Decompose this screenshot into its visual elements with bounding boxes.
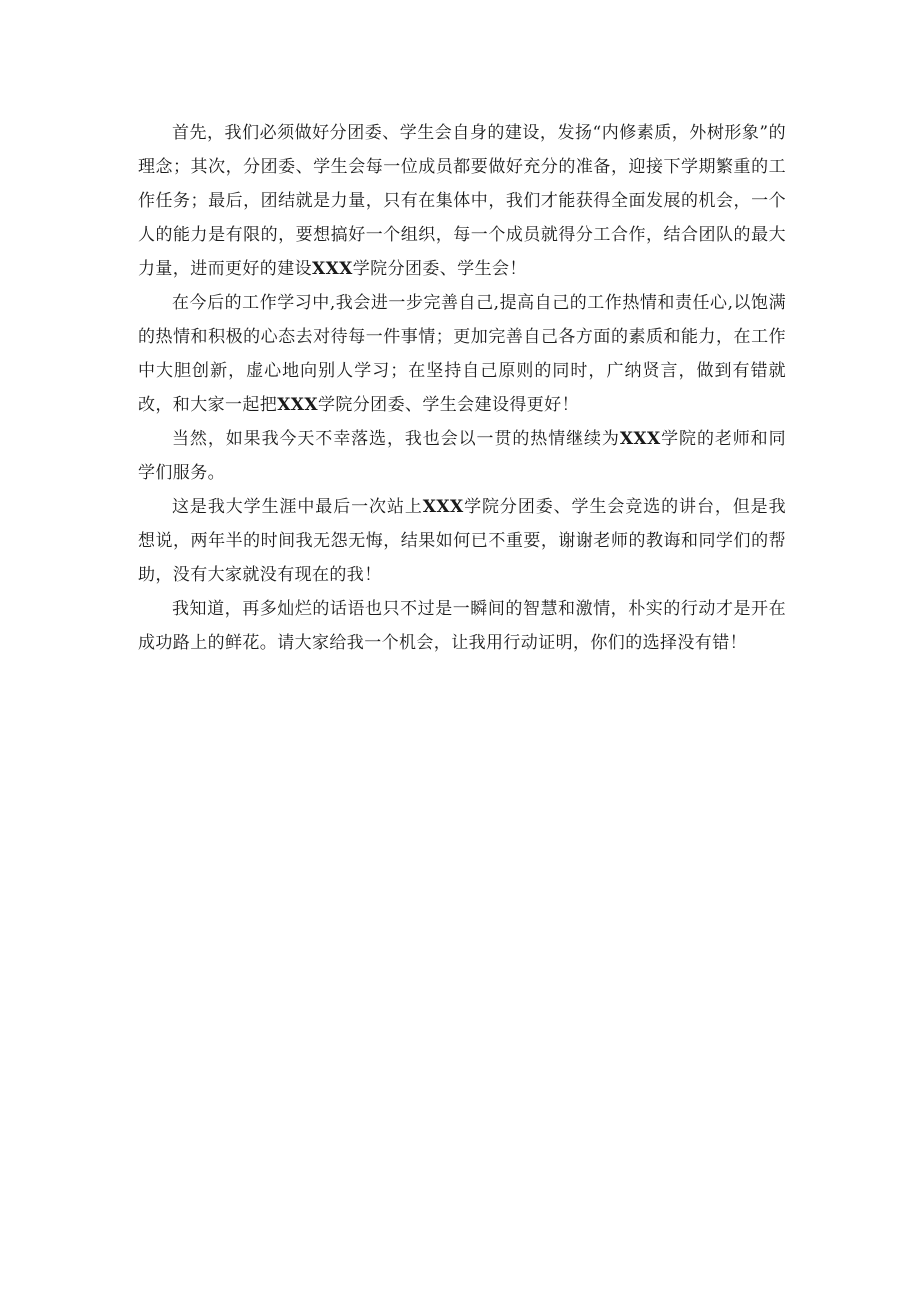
document-body (138, 116, 786, 660)
paragraph-4: 这是我大学生涯中最后一次站上XXX学院分团委、学生会竞选的讲台，但是我想说，两年半的时间我无怨无悔，结果如何已不重要，谢谢老师的教诲和同学们的帮助，没有大家就没有现在的我！ (138, 497, 786, 585)
paragraph-1: 首先，我们必须做好分团委、学生会自身的建设，发扬“内修素质，外树形象”的理念；其次，分团委、学生会每一位成员都要做好充分的准备，迎接下学期繁重的工作任务；最后，团结就是力量，只有在集体中，我们才能获得全面发展的机会，一个人的能力是有限的，要想搞好一个组织，每一个成员就得分工合作，结合团队的最大力量，进而更好的建设XXX学院分团委、学生会！ (138, 123, 786, 279)
paragraph-2: 在今后的工作学习中,我会进一步完善自己,提高自己的工作热情和责任心,以饱满的热情和积极的心态去对待每一件事情；更加完善自己各方面的素质和能力，在工作中大胆创新，虚心地向别人学习；在坚持自己原则的同时，广纳贤言，做到有错就改，和大家一起把XXX学院分团委、学生会建设得更好！ (138, 293, 786, 415)
paragraph-3: 当然，如果我今天不幸落选，我也会以一贯的热情继续为XXX学院的老师和同学们服务。 (138, 429, 786, 483)
paragraph-5: 我知道，再多灿烂的话语也只不过是一瞬间的智慧和激情，朴实的行动才是开在成功路上的鲜花。请大家给我一个机会，让我用行动证明，你们的选择没有错！ (138, 599, 786, 653)
